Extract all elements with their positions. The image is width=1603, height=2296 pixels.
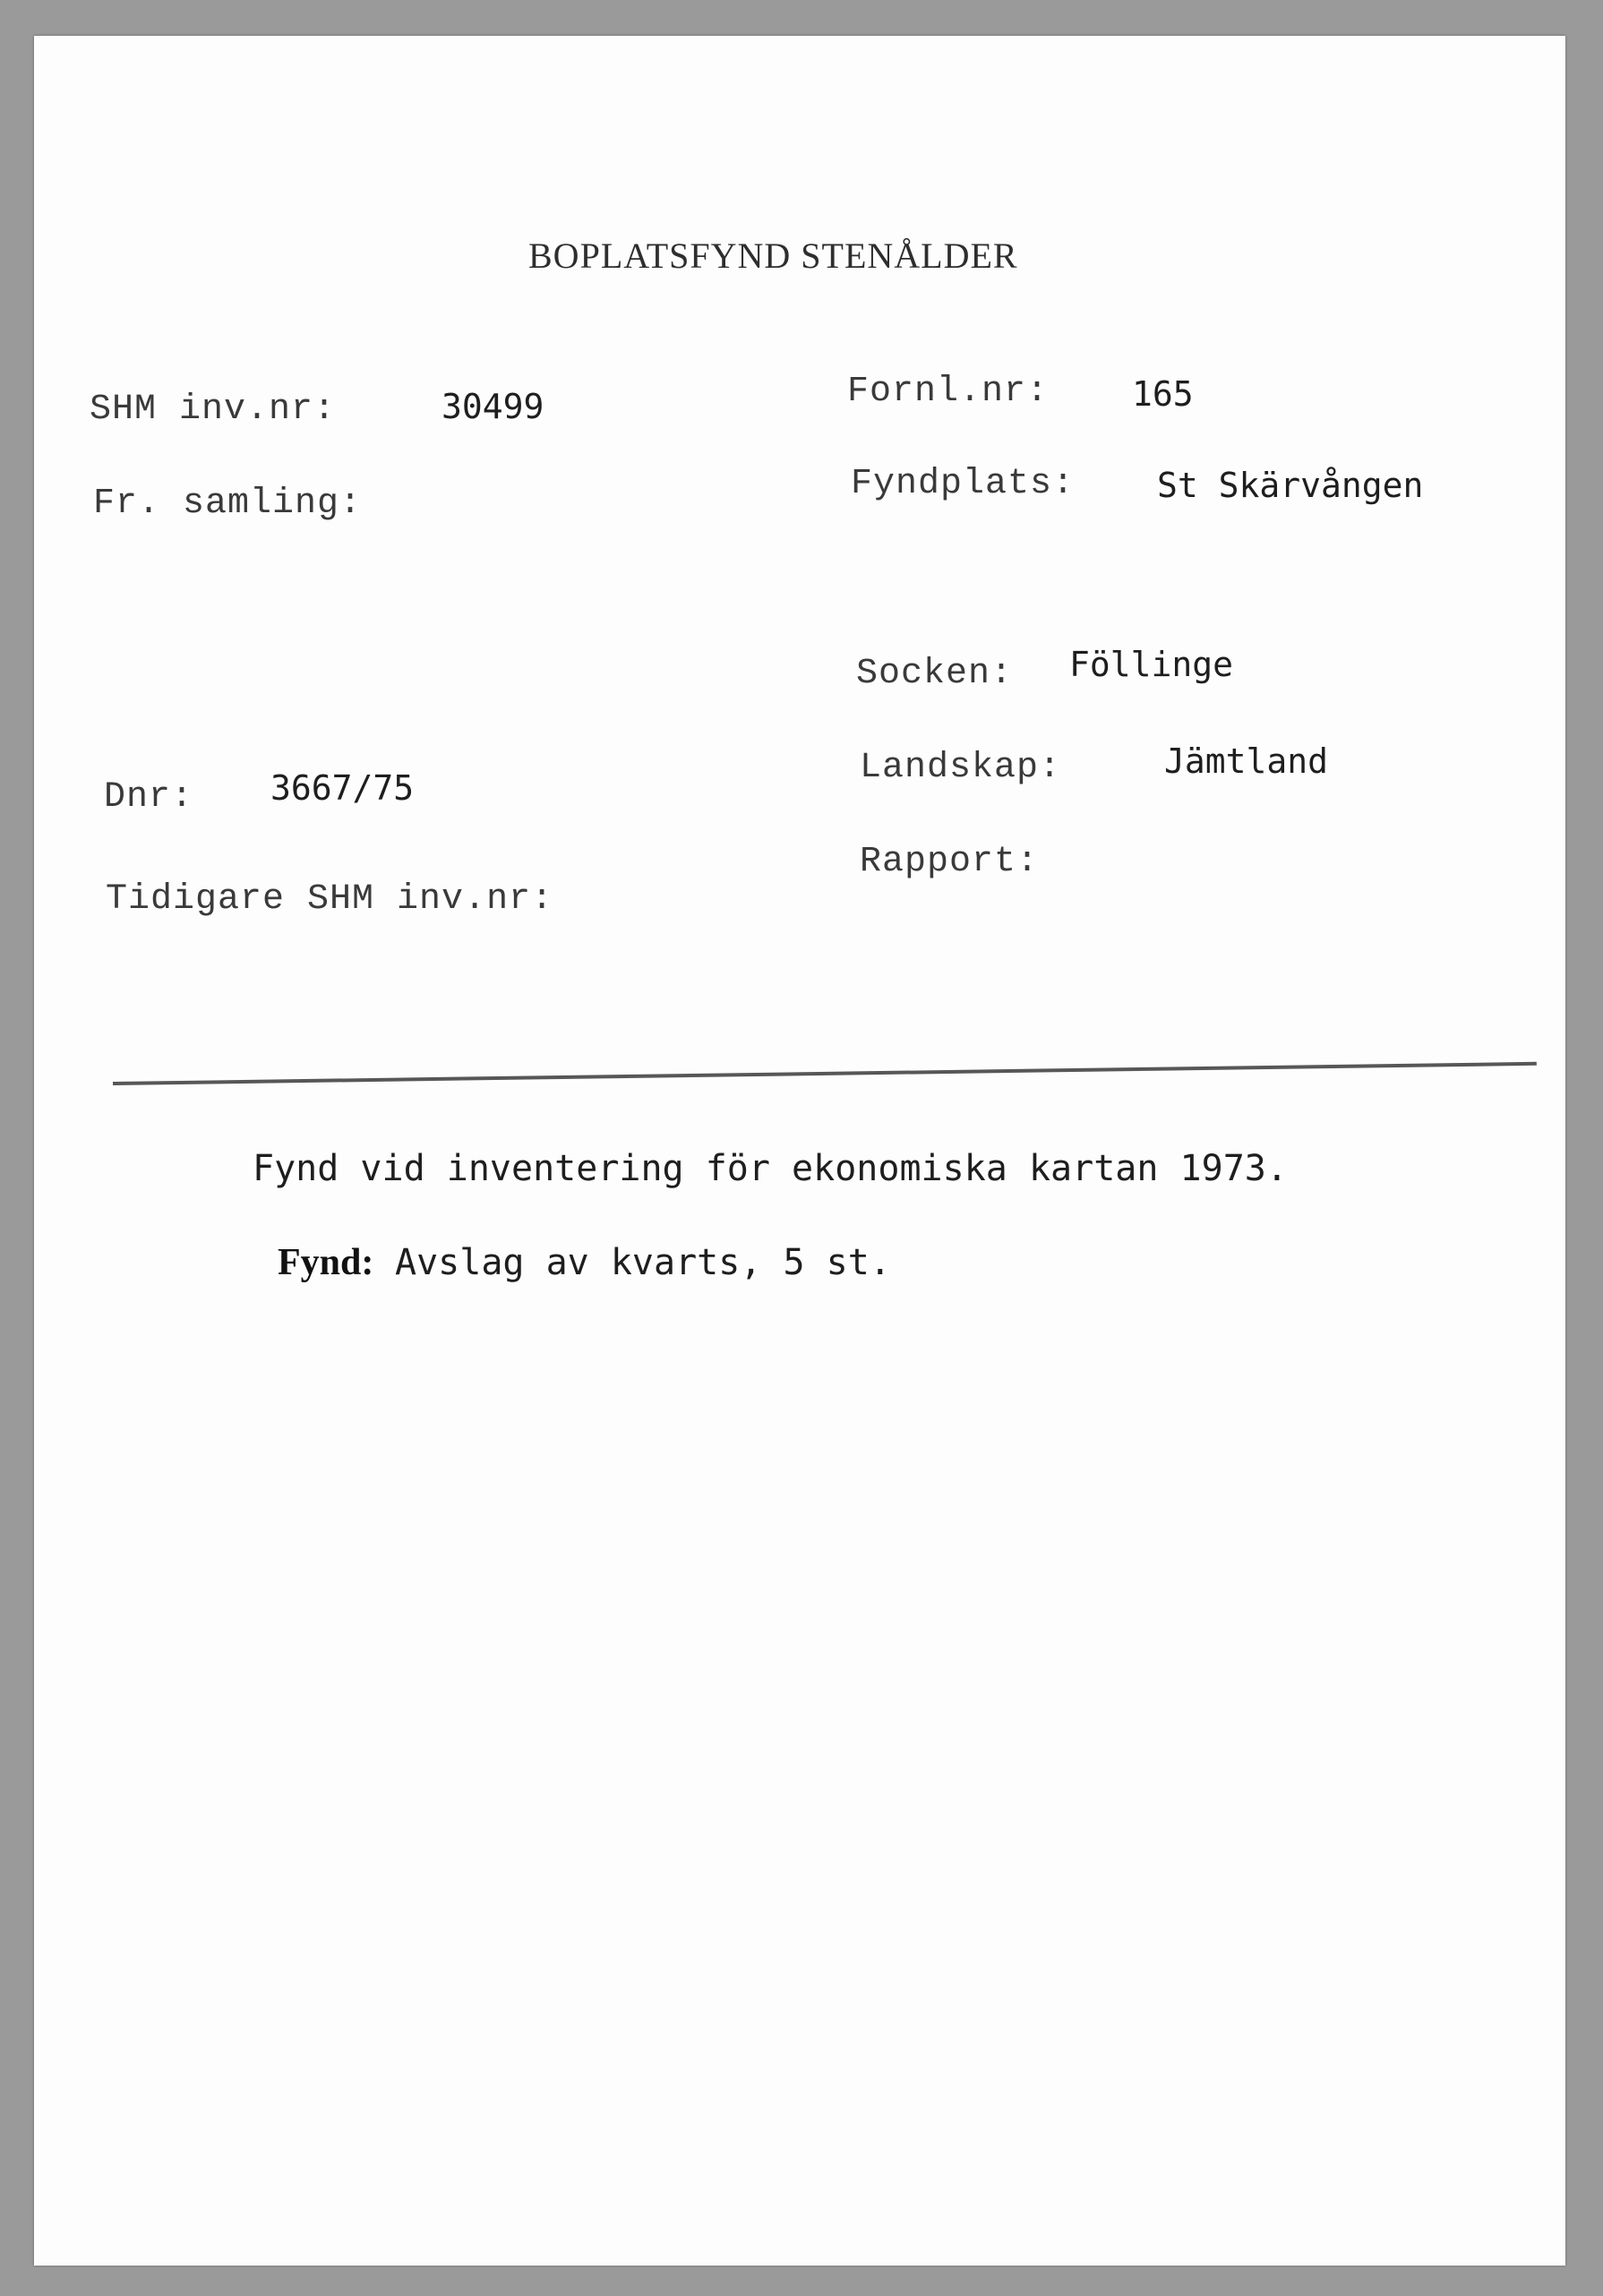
fornl-value: 165 <box>1132 374 1194 414</box>
catalog-card <box>34 36 1565 2266</box>
dnr-value: 3667/75 <box>270 768 415 808</box>
fyndplats-value: St Skärvången <box>1157 466 1424 505</box>
fynd-label: Fynd: <box>278 1242 374 1283</box>
shm-inv-value: 30499 <box>441 387 544 426</box>
tidigare-shm-label: Tidigare SHM inv.nr: <box>106 879 554 920</box>
landskap-label: Landskap: <box>860 748 1062 788</box>
socken-value: Föllinge <box>1069 645 1234 684</box>
landskap-value: Jämtland <box>1164 741 1329 781</box>
shm-inv-label: SHM inv.nr: <box>90 390 337 430</box>
dnr-label: Dnr: <box>104 777 194 818</box>
divider-line <box>113 1062 1537 1085</box>
fynd-row <box>278 1241 891 1284</box>
socken-label: Socken: <box>856 654 1014 694</box>
fornl-label: Fornl.nr: <box>847 372 1050 412</box>
rapport-label: Rapport: <box>860 842 1040 882</box>
card-title: BOPLATSFYND STENÅLDER <box>528 236 1018 276</box>
fynd-value: Avslag av kvarts, 5 st. <box>395 1242 891 1283</box>
fyndplats-label: Fyndplats: <box>851 464 1076 504</box>
note-line: Fynd vid inventering för ekonomiska kartan 1973. <box>253 1148 1288 1189</box>
fr-samling-label: Fr. samling: <box>93 484 363 524</box>
